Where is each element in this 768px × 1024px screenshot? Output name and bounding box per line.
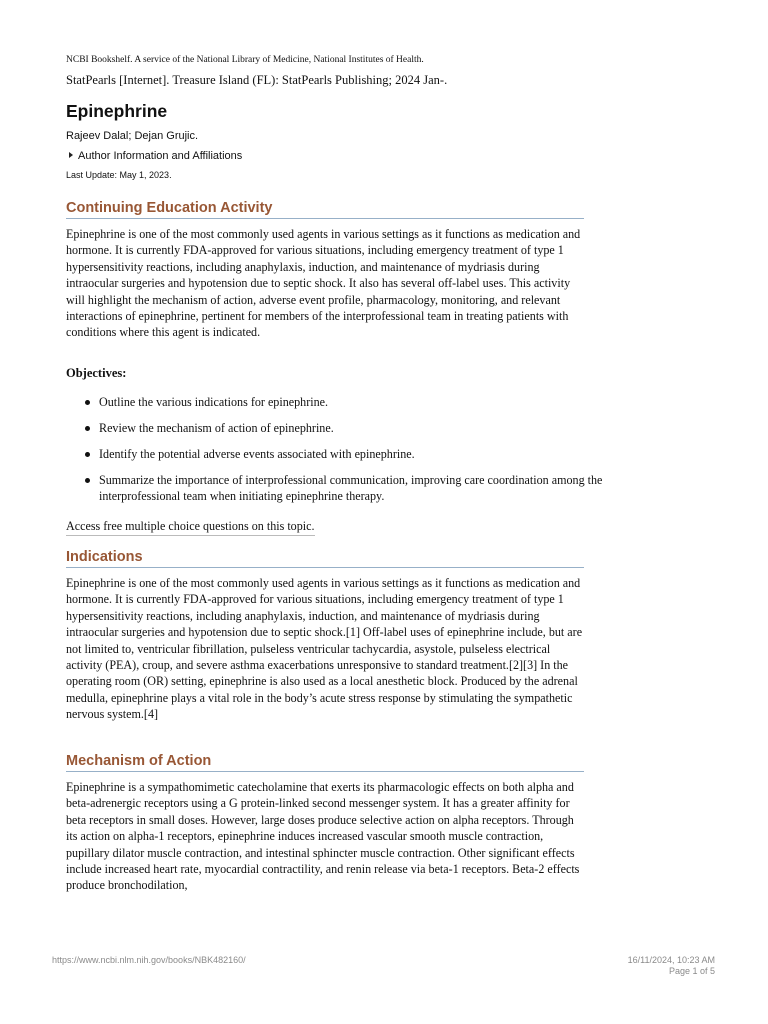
mechanism-paragraph: Epinephrine is a sympathomimetic catecholamine that exerts its pharmacologic effects on both alpha and beta-adrenergic receptors using a G protein-linked second messenger system. It has a greater affinity for beta receptors in small doses. However, large doses produce selective action on alpha receptors. Through its action on alpha-1 receptors, epinephrine induces increased vascular smooth muscle contraction, pupillary dilator muscle contraction, and intestinal sphincter muscle contraction. Other significant effects include increased heart rate, myocardial contractility, and renin release via beta-1 receptors. Beta-2 effects produce bronchodilation,	[66, 780, 580, 893]
objective-item: Summarize the importance of interprofessional communication, improving care coordination among the interprofessional team when initiating epinephrine therapy.	[99, 472, 617, 505]
footer-timestamp: 16/11/2024, 10:23 AM	[627, 955, 715, 965]
article-authors: Rajeev Dalal; Dejan Grujic.	[66, 130, 199, 142]
ncbi-bookshelf-notice: NCBI Bookshelf. A service of the National Library of Medicine, National Institutes of Health.	[66, 55, 424, 65]
objective-item: Outline the various indications for epinephrine.	[99, 394, 617, 410]
section-heading-indications: Indications	[66, 549, 584, 568]
footer-page-number: Page 1 of 5	[668, 966, 715, 976]
citation-line: StatPearls [Internet]. Treasure Island (FL): StatPearls Publishing; 2024 Jan-.	[66, 73, 448, 87]
section-heading-mechanism-of-action: Mechanism of Action	[66, 753, 584, 772]
affiliations-toggle-label: Author Information and Affiliations	[78, 150, 243, 162]
section-heading-continuing-education: Continuing Education Activity	[66, 200, 584, 219]
objective-item: Review the mechanism of action of epinephrine.	[99, 420, 617, 436]
author-affiliations-toggle[interactable]	[69, 150, 242, 162]
last-update: Last Update: May 1, 2023.	[66, 170, 172, 180]
footer-print-info	[628, 955, 715, 977]
objectives-label: Objectives:	[66, 366, 127, 380]
objective-item: Identify the potential adverse events associated with epinephrine.	[99, 446, 617, 462]
mcq-access-link[interactable]: Access free multiple choice questions on this topic.	[66, 519, 315, 536]
footer-url: https://www.ncbi.nlm.nih.gov/books/NBK482160/	[52, 955, 246, 965]
expand-triangle-icon	[69, 152, 73, 158]
indications-paragraph: Epinephrine is one of the most commonly used agents in various settings as it functions as medication and hormone. It is currently FDA-approved for various situations, including emergency treatment of type 1 hypersensitivity reactions, including anaphylaxis, induction, and maintenance of mydriasis during intraocular surgeries and hypotension due to septic shock.[1] Off-label uses of epinephrine include, but are not limited to, ventricular fibrillation, pulseless ventricular tachycardia, asystole, pulseless electrical activity (PEA), croup, and severe asthma exacerbations unresponsive to standard treatment.[2][3] In the operating room (OR) setting, epinephrine is also used as a local anesthetic block. Produced by the adrenal medulla, epinephrine plays a vital role in the body’s acute stress response by stimulating the sympathetic nervous system.[4]	[66, 576, 583, 722]
objectives-list	[66, 394, 617, 514]
continuing-education-paragraph: Epinephrine is one of the most commonly used agents in various settings as it functions as medication and hormone. It is currently FDA-approved for various situations, including emergency treatment of type 1 hypersensitivity reactions, including anaphylaxis, induction, and maintenance of mydriasis during intraocular surgeries and hypotension due to septic shock. It also has several off-label uses. This activity will highlight the mechanism of action, adverse event profile, pharmacology, monitoring, and relevant interactions of epinephrine, pertinent for members of the interprofessional team in treating patients with conditions where this agent is indicated.	[66, 227, 581, 340]
article-title: Epinephrine	[66, 101, 168, 121]
